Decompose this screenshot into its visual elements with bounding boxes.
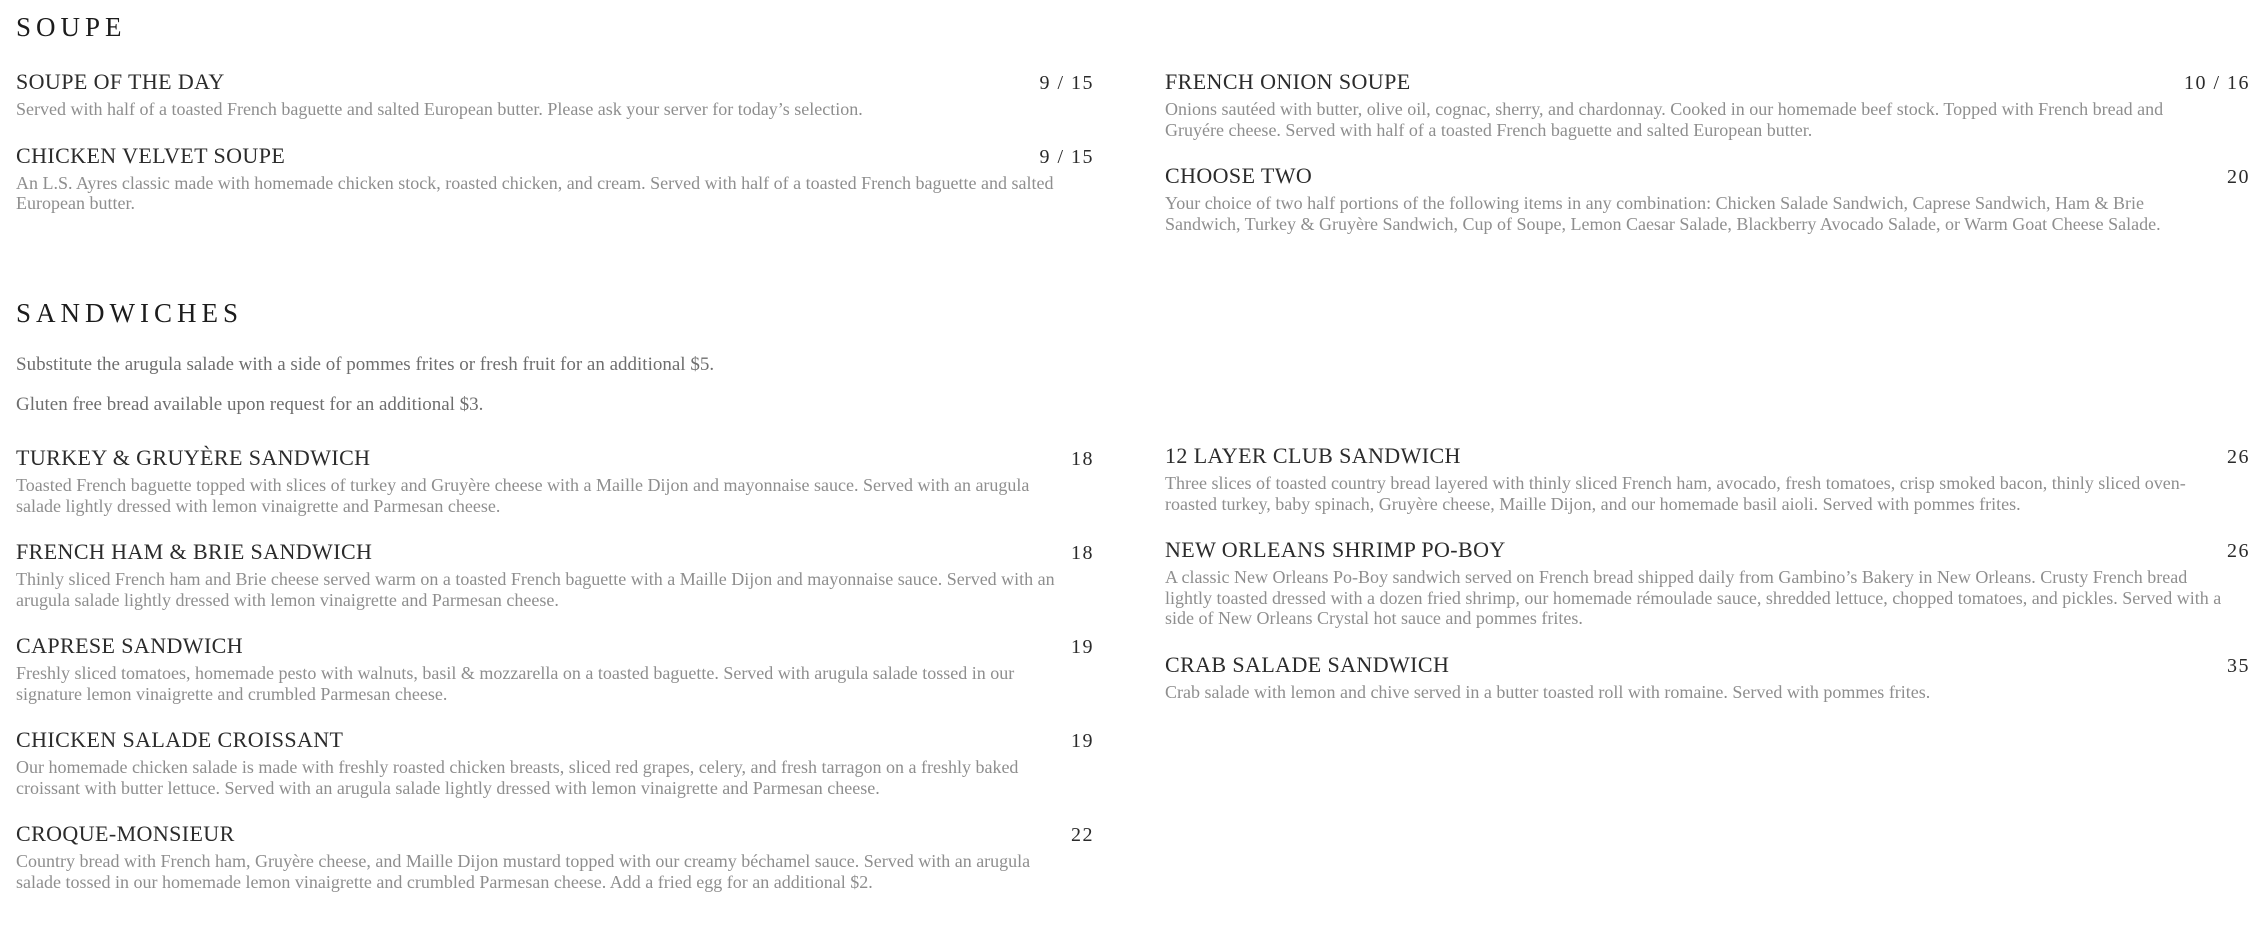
item-price: 19 (1071, 636, 1094, 658)
item-header (16, 726, 1094, 755)
item-header (1165, 442, 2250, 471)
item-name: CRAB SALADE SANDWICH (1165, 651, 1450, 677)
menu-item-soupe-of-the-day (16, 68, 1094, 120)
item-description: Three slices of toasted country bread layered with thinly sliced French ham, avocado, fresh tomatoes, crisp smoked bacon, thinly sliced oven-roasted turkey, baby spinach, Gruyère cheese, Maille Dijon, and our homemade basil aioli. Served with pommes frites. (1165, 473, 2186, 514)
menu-item-12-layer-club-sandwich (1165, 442, 2250, 514)
item-header (16, 820, 1094, 849)
item-header (1165, 651, 2250, 680)
item-price: 26 (2227, 540, 2250, 562)
item-description: Freshly sliced tomatoes, homemade pesto with walnuts, basil & mozzarella on a toasted baguette. Served with arugula salade tossed in our signature lemon vinaigrette and crumbled Parmesan cheese. (16, 663, 1015, 704)
item-name: TURKEY & GRUYÈRE SANDWICH (16, 445, 371, 470)
menu-item-croque-monsieur (16, 820, 1094, 892)
item-price: 18 (1071, 448, 1094, 470)
item-header (1165, 536, 2250, 565)
item-name: CROQUE-MONSIEUR (16, 821, 235, 846)
section-title-soupe: SOUPE (16, 12, 127, 42)
item-name: CHICKEN VELVET SOUPE (16, 142, 286, 168)
item-name: FRENCH ONION SOUPE (1165, 69, 1411, 94)
item-price: 26 (2227, 446, 2250, 468)
item-name: 12 LAYER CLUB SANDWICH (1165, 443, 1461, 468)
item-header (1165, 68, 2250, 97)
menu-item-caprese-sandwich (16, 632, 1094, 704)
item-name: NEW ORLEANS SHRIMP PO-BOY (1165, 537, 1506, 562)
item-price: 19 (1071, 730, 1094, 752)
menu-item-chicken-velvet-soupe (16, 142, 1094, 214)
item-price: 10 / 16 (2183, 72, 2250, 94)
section-sandwiches-left-column (16, 296, 1094, 892)
section-soupe-left-column (16, 10, 1094, 214)
note-gluten-free: Gluten free bread available upon request for an additional $3. (16, 394, 484, 415)
item-header (16, 142, 1094, 171)
item-description: Toasted French baguette topped with slices of turkey and Gruyère cheese with a Maille Dijon and mayonnaise sauce. Served with an arugula salade lightly dressed with lemon vinaigrette and Parmesan cheese. (16, 475, 1030, 516)
item-price: 35 (2227, 654, 2250, 677)
item-header (16, 538, 1094, 567)
menu-item-french-ham-brie-sandwich (16, 538, 1094, 610)
item-header (16, 68, 1094, 97)
item-description: Served with half of a toasted French baguette and salted European butter. Please ask your server for today’s selection. (16, 99, 863, 119)
item-description: An L.S. Ayres classic made with homemade chicken stock, roasted chicken, and cream. Served with half of a toasted French baguette and salted European butter. (16, 172, 1054, 213)
item-price: 9 / 15 (1039, 145, 1094, 168)
item-header (16, 444, 1094, 473)
section-title-sandwiches: SANDWICHES (16, 298, 244, 328)
menu-item-crab-salade-sandwich (1165, 651, 2250, 703)
item-header (1165, 162, 2250, 191)
item-header (16, 632, 1094, 661)
menu-item-new-orleans-shrimp-po-boy (1165, 536, 2250, 629)
item-name: SOUPE OF THE DAY (16, 69, 225, 94)
menu-item-turkey-gruyere-sandwich (16, 444, 1094, 516)
item-description: Country bread with French ham, Gruyère cheese, and Maille Dijon mustard topped with our creamy béchamel sauce. Served with an arugula salade tossed in our homemade lemon vinaigrette and crumbled Parmesan cheese. Add a fried egg for an additional $2. (16, 851, 1031, 892)
item-description: Our homemade chicken salade is made with freshly roasted chicken breasts, sliced red grapes, celery, and fresh tarragon on a freshly baked croissant with butter lettuce. Served with an arugula salade lightly dressed with lemon vinaigrette and Parmesan cheese. (16, 757, 1019, 798)
item-price: 22 (1071, 824, 1094, 846)
section-sandwiches-right-column (1165, 442, 2250, 702)
item-description: Thinly sliced French ham and Brie cheese served warm on a toasted French baguette with a Maille Dijon and mayonnaise sauce. Served with an arugula salade lightly dressed with lemon vinaigrette and Parmesan cheese. (16, 569, 1055, 610)
section-notes (16, 354, 1094, 416)
menu-item-french-onion-soupe (1165, 68, 2250, 140)
item-name: CHICKEN SALADE CROISSANT (16, 727, 344, 752)
note-substitute-salade: Substitute the arugula salade with a side of pommes frites or fresh fruit for an additional $5. (16, 354, 715, 375)
item-description: Onions sautéed with butter, olive oil, cognac, sherry, and chardonnay. Cooked in our homemade beef stock. Topped with French bread and Gruyére cheese. Served with half of a toasted French baguette and salted European butter. (1165, 99, 2164, 140)
item-price: 20 (2227, 166, 2250, 188)
item-price: 18 (1071, 542, 1094, 564)
menu-item-chicken-salade-croissant (16, 726, 1094, 798)
item-description: Your choice of two half portions of the following items in any combination: Chicken Salade Sandwich, Caprese Sandwich, Ham & Brie Sandwich, Turkey & Gruyère Sandwich, Cup of Soupe, Lemon Caesar Salade, Blackberry Avocado Salade, or Warm Goat Cheese Salade. (1165, 193, 2161, 234)
item-name: CHOOSE TWO (1165, 163, 1313, 188)
item-name: FRENCH HAM & BRIE SANDWICH (16, 539, 373, 564)
item-name: CAPRESE SANDWICH (16, 633, 244, 658)
item-description: Crab salade with lemon and chive served in a butter toasted roll with romaine. Served with pommes frites. (1165, 681, 1931, 702)
menu-item-choose-two (1165, 162, 2250, 234)
item-description: A classic New Orleans Po-Boy sandwich served on French bread shipped daily from Gambino’s Bakery in New Orleans. Crusty French bread lightly toasted dressed with a dozen fried shrimp, our homemade rémoulade sauce, shredded lettuce, chopped tomatoes, and pickles. Served with a side of New Orleans Crystal hot sauce and pommes frites. (1165, 567, 2222, 628)
item-price: 9 / 15 (1039, 72, 1094, 94)
section-soupe-right-column (1165, 68, 2250, 234)
